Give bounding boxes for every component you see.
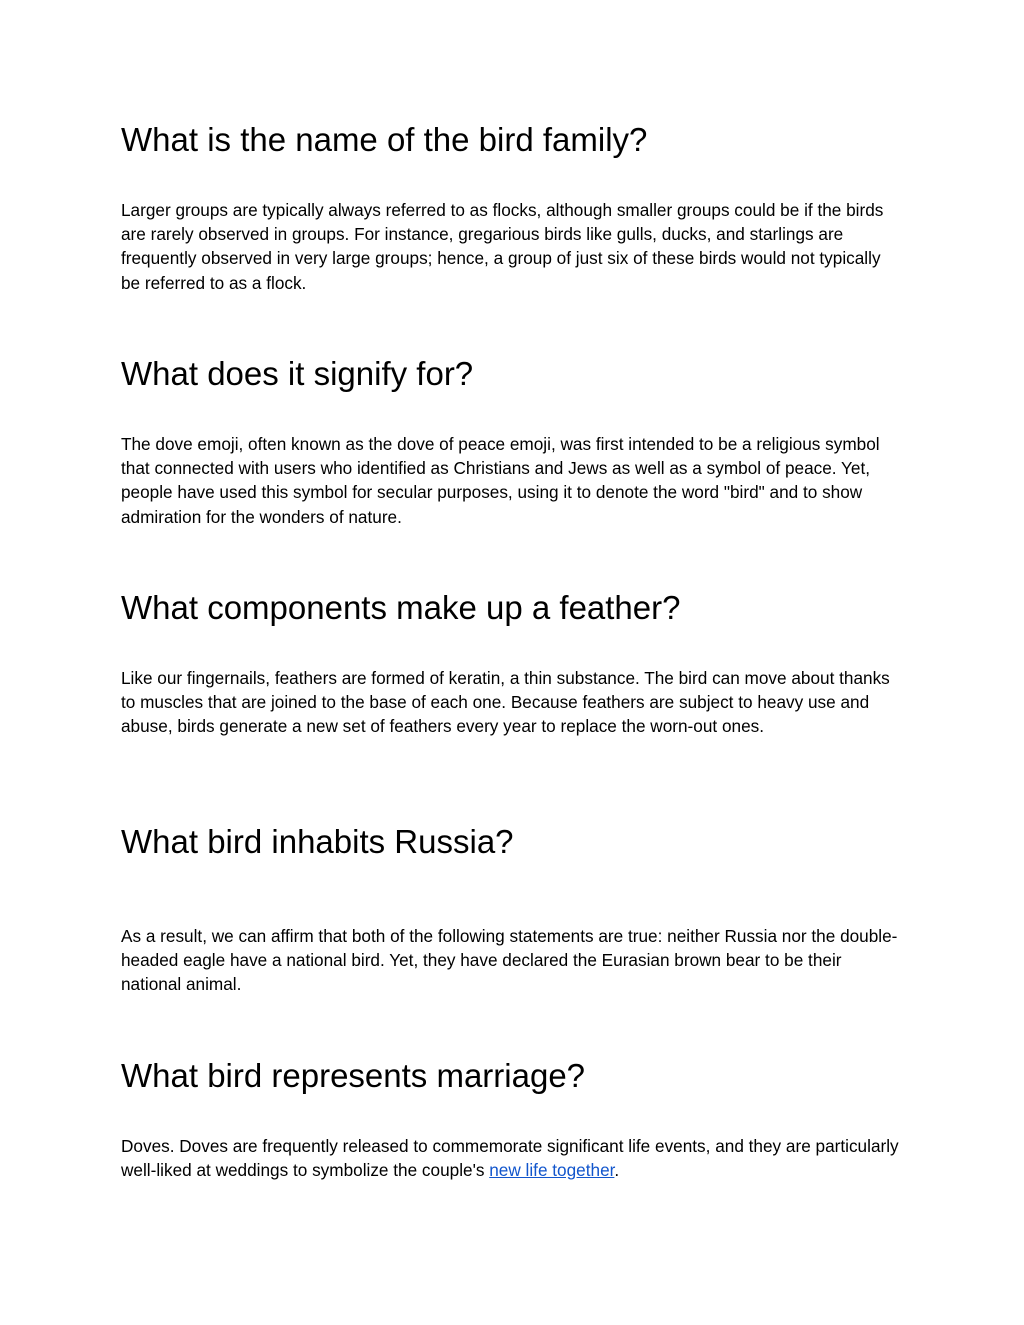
new-life-together-link[interactable]: new life together: [489, 1160, 615, 1181]
section-bird-family: [121, 120, 901, 293]
heading-feather: What components make up a feather?: [121, 589, 681, 626]
heading-bird-family: What is the name of the bird family?: [121, 121, 648, 158]
section-feather: [121, 588, 901, 737]
section-marriage: [121, 1056, 901, 1181]
heading-signify: What does it signify for?: [121, 355, 474, 392]
heading-marriage: What bird represents marriage?: [121, 1057, 586, 1094]
section-signify: [121, 354, 901, 527]
paragraph-marriage-text: Doves. Doves are frequently released to commemorate significant life events, and they are particularly well-liked at weddings to symbolize the couple's: [121, 1136, 899, 1181]
paragraph-signify: The dove emoji, often known as the dove of peace emoji, was first intended to be a religious symbol that connected with users who identified as Christians and Jews as well as a symbol of peace. Yet, people have used this symbol for secular purposes, using it to denote the word "bird" and to show admiration for the wonders of nature.: [121, 434, 880, 527]
paragraph-bird-family: Larger groups are typically always referred to as flocks, although smaller groups could be if the birds are rarely observed in groups. For instance, gregarious birds like gulls, ducks, and starlings are frequently observed in very large groups; hence, a group of just six of these birds would not typically be referred to as a flock.: [121, 200, 884, 293]
paragraph-marriage: [121, 1134, 901, 1182]
paragraph-russia: As a result, we can affirm that both of the following statements are true: neither Russia nor the double-headed eagle have a national bird. Yet, they have declared the Eurasian brown bear to be their national animal.: [121, 926, 898, 995]
paragraph-feather: Like our fingernails, feathers are formed of keratin, a thin substance. The bird can move about thanks to muscles that are joined to the base of each one. Because feathers are subject to heavy use and abuse, birds generate a new set of feathers every year to replace the worn-out ones.: [121, 668, 890, 737]
heading-russia: What bird inhabits Russia?: [121, 823, 514, 860]
paragraph-marriage-end: .: [614, 1160, 620, 1181]
section-russia: [121, 822, 901, 995]
